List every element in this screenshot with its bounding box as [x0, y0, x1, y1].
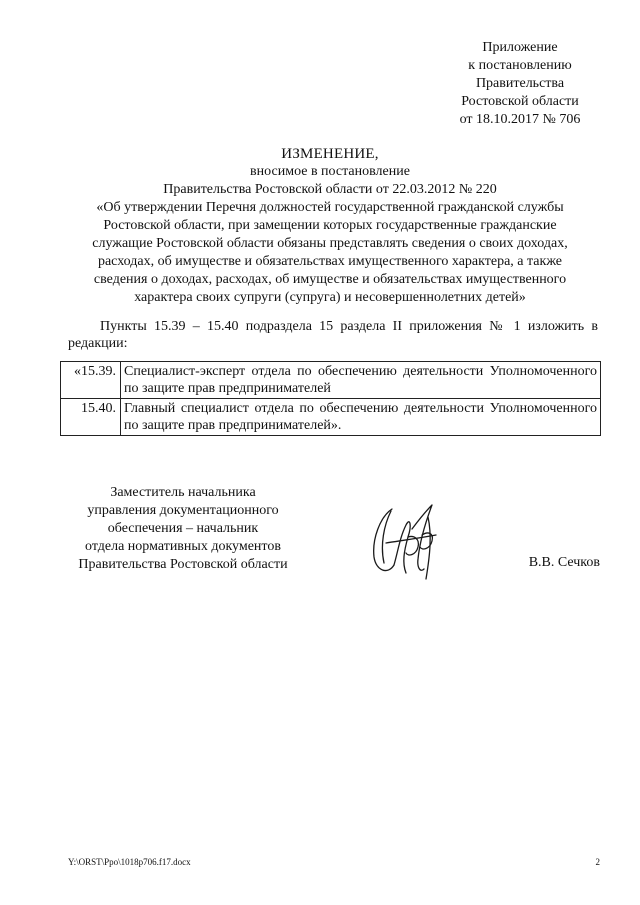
title-line: характера своих супруги (супруга) и несовершеннолетних детей»: [134, 290, 526, 305]
signer-position-line: отдела нормативных документов: [85, 539, 281, 554]
page-number: 2: [595, 857, 600, 867]
handwritten-signature-icon: [362, 495, 448, 583]
title-line: сведения о доходах, расходах, об имуществе и обязательствах имущественного: [93, 272, 567, 287]
signer-name: В.В. Сечков: [528, 555, 600, 570]
signer-position: [68, 484, 298, 574]
item-number: 15.40.: [61, 399, 121, 436]
document-heading: ИЗМЕНЕНИЕ,: [281, 146, 379, 162]
signer-position-line: Правительства Ростовской области: [78, 557, 288, 572]
positions-table: [60, 361, 601, 436]
title-line: Правительства Ростовской области от 22.03.2012 № 220: [163, 182, 497, 197]
appendix-line: Правительства: [475, 76, 565, 91]
document-title-block: [60, 145, 600, 307]
signer-position-line: обеспечения – начальник: [107, 521, 259, 536]
appendix-line: от 18.10.2017 № 706: [459, 112, 581, 127]
item-number: «15.39.: [61, 362, 121, 399]
table-row: [61, 362, 601, 399]
title-line: расходах, об имуществе и обязательствах имущественного характера, а также: [97, 254, 563, 269]
signer-position-line: управления документационного: [87, 503, 279, 518]
item-description: Специалист-эксперт отдела по обеспечению деятельности Уполномоченного по защите прав предпринимателей: [121, 362, 601, 399]
footer-file-path: Y:\ORST\Ppo\1018p706.f17.docx: [68, 857, 191, 867]
title-line: «Об утверждении Перечня должностей государственной гражданской службы: [96, 200, 564, 215]
appendix-line: Ростовской области: [461, 94, 579, 109]
appendix-header: [420, 39, 620, 129]
item-description: Главный специалист отдела по обеспечению деятельности Уполномоченного по защите прав предпринимателей».: [121, 399, 601, 436]
appendix-line: к постановлению: [468, 58, 572, 73]
table-row: [61, 399, 601, 436]
intro-paragraph: Пункты 15.39 – 15.40 подраздела 15 раздела II приложения № 1 изложить в редакции:: [68, 319, 598, 351]
signer-position-line: Заместитель начальника: [110, 485, 256, 500]
title-line: вносимое в постановление: [250, 164, 410, 179]
title-line: Ростовской области, при замещении которых государственные гражданские: [103, 218, 557, 233]
title-line: служащие Ростовской области обязаны представлять сведения о своих доходах,: [92, 236, 568, 251]
appendix-line: Приложение: [482, 40, 558, 55]
